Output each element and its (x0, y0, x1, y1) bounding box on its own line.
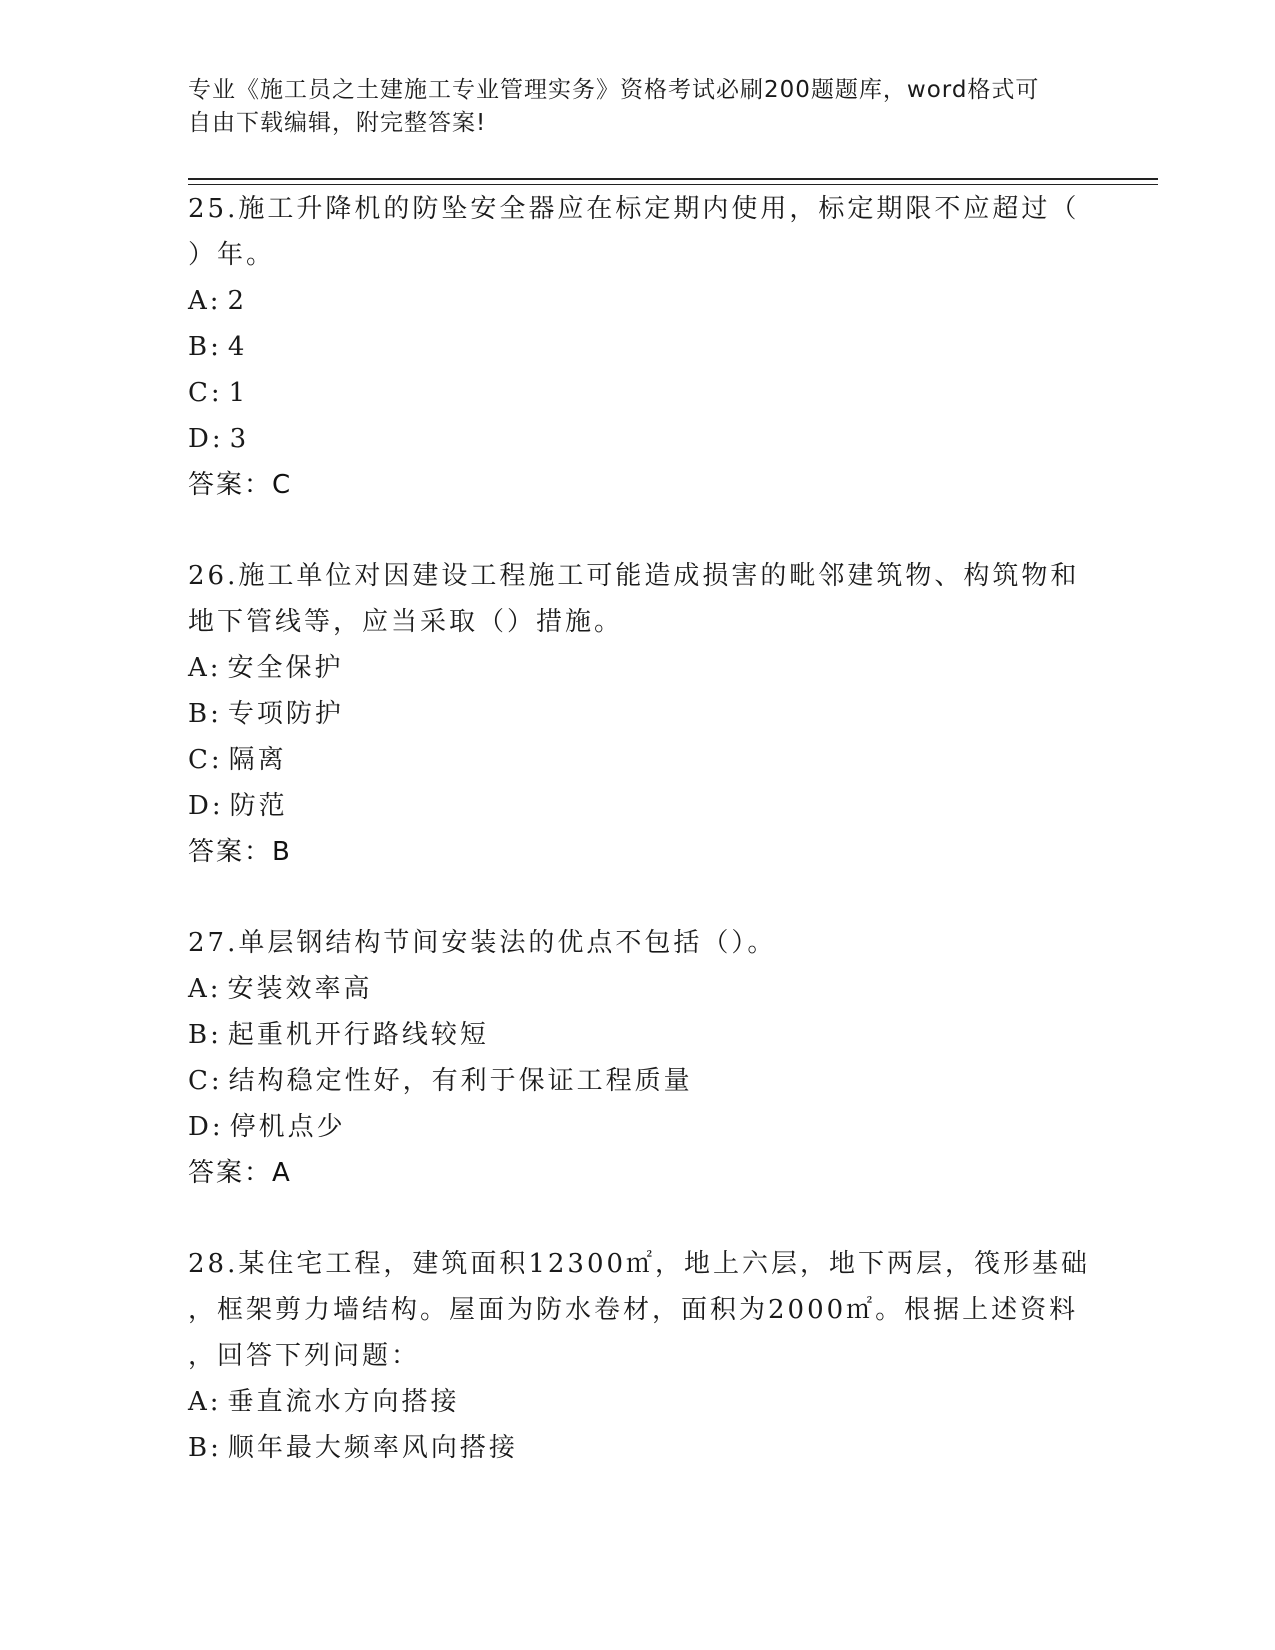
question-list (188, 186, 1091, 1516)
answer-line: 答案：C (188, 470, 293, 500)
answer-line: 答案：A (188, 1158, 292, 1188)
option-a (188, 966, 1088, 1012)
question-stem-line: 26.施工单位对因建设工程施工可能造成损害的毗邻建筑物、构筑物和 (188, 561, 1080, 591)
option-value: 安全保护 (227, 653, 344, 683)
option-b (188, 324, 1088, 370)
option-d (188, 783, 1088, 829)
question-stem (188, 186, 1088, 278)
document-header (188, 74, 1068, 140)
option-d (188, 1104, 1088, 1150)
option-value: 3 (229, 424, 250, 454)
option-a (188, 1379, 1088, 1425)
option-value: 防范 (229, 791, 288, 821)
option-key: D: (188, 424, 224, 454)
option-value: 停机点少 (229, 1112, 346, 1142)
option-value: 1 (228, 378, 249, 408)
question-stem-line: 地下管线等，应当采取（）措施。 (188, 607, 624, 637)
option-b (188, 1425, 1088, 1471)
option-key: C: (188, 745, 223, 775)
option-value: 4 (227, 332, 248, 362)
option-value: 安装效率高 (227, 974, 373, 1004)
question-stem-line: 25.施工升降机的防坠安全器应在标定期内使用，标定期限不应超过（ (188, 194, 1080, 224)
option-key: B: (188, 1433, 222, 1463)
question-stem-line: 28.某住宅工程，建筑面积12300㎡，地上六层，地下两层，筏形基础 (188, 1249, 1091, 1279)
option-key: A: (188, 974, 222, 1004)
option-key: D: (188, 791, 224, 821)
option-a (188, 645, 1088, 691)
option-value: 专项防护 (227, 699, 344, 729)
question-stem-line: ，框架剪力墙结构。屋面为防水卷材，面积为2000㎡。根据上述资料 (188, 1295, 1079, 1325)
question-stem (188, 920, 1088, 966)
option-key: A: (188, 1387, 222, 1417)
option-a (188, 278, 1088, 324)
option-key: C: (188, 1066, 223, 1096)
option-b (188, 691, 1088, 737)
header-line-2: 自由下载编辑，附完整答案! (188, 110, 487, 136)
option-key: B: (188, 699, 222, 729)
question-stem-line: ）年。 (188, 240, 276, 270)
question-stem-line: ，回答下列问题： (188, 1341, 421, 1371)
option-key: C: (188, 378, 223, 408)
question-stem (188, 1241, 1091, 1379)
option-value: 隔离 (228, 745, 287, 775)
header-line-1: 专业《施工员之土建施工专业管理实务》资格考试必刷200题题库，word格式可 (188, 77, 1040, 103)
option-d (188, 416, 1088, 462)
question-25 (188, 186, 1088, 508)
question-stem-line: 27.单层钢结构节间安装法的优点不包括（）。 (188, 928, 777, 958)
option-key: B: (188, 332, 222, 362)
header-divider-thin (188, 184, 1158, 185)
option-c (188, 370, 1088, 416)
option-value: 垂直流水方向搭接 (227, 1387, 460, 1417)
question-26 (188, 553, 1088, 875)
question-28 (188, 1241, 1091, 1471)
option-c (188, 1058, 1088, 1104)
answer-line: 答案：B (188, 837, 292, 867)
option-value: 起重机开行路线较短 (227, 1020, 489, 1050)
question-27 (188, 920, 1088, 1196)
option-c (188, 737, 1088, 783)
option-b (188, 1012, 1088, 1058)
option-key: D: (188, 1112, 224, 1142)
option-key: A: (188, 653, 222, 683)
option-key: B: (188, 1020, 222, 1050)
option-value: 结构稳定性好，有利于保证工程质量 (228, 1066, 693, 1096)
option-value: 2 (227, 286, 248, 316)
question-stem (188, 553, 1088, 645)
header-divider-thick (188, 178, 1158, 180)
option-value: 顺年最大频率风向搭接 (227, 1433, 518, 1463)
option-key: A: (188, 286, 222, 316)
